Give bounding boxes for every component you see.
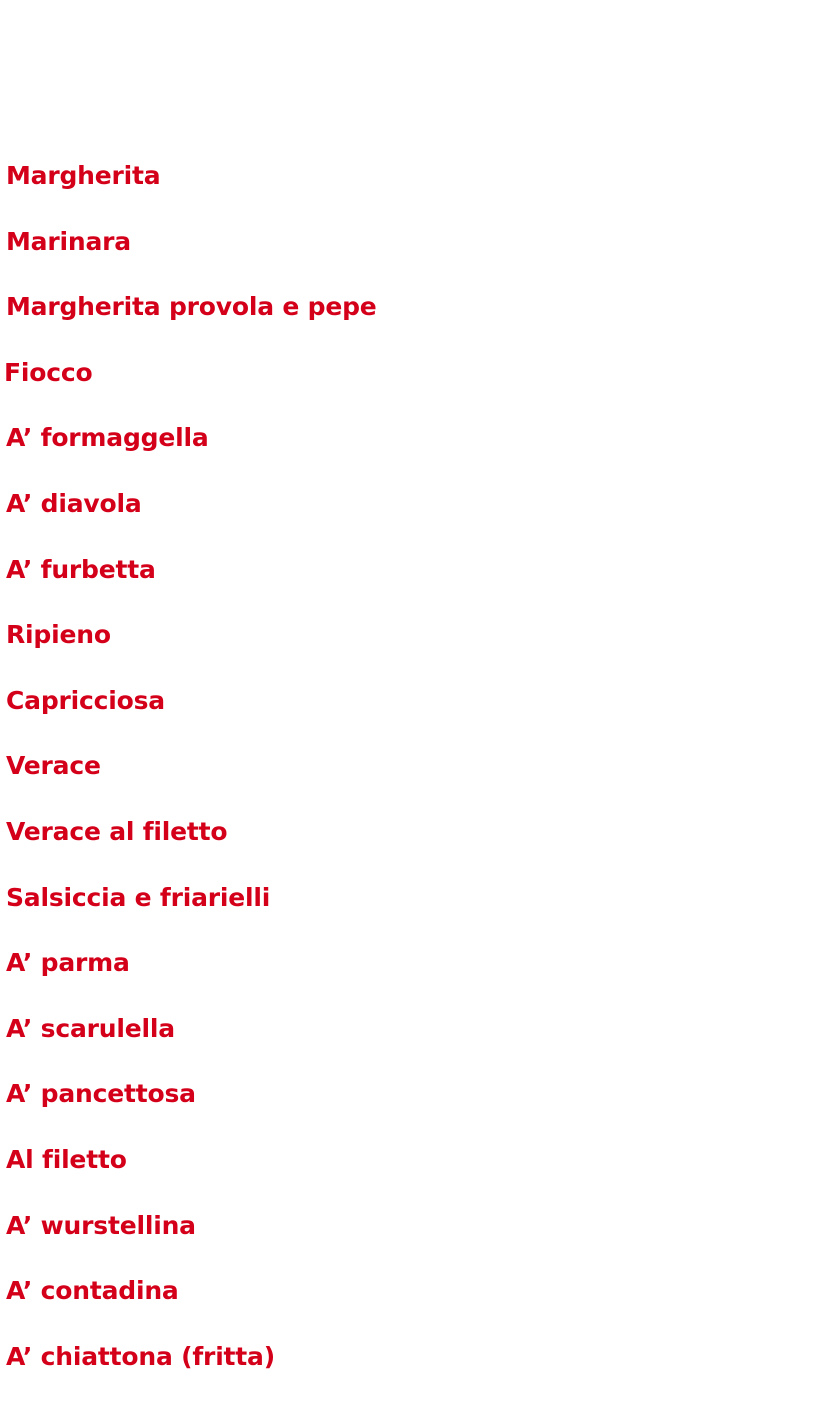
menu-item-parma[interactable]: A’ parma — [6, 948, 130, 978]
menu-item-wurstellina[interactable]: A’ wurstellina — [6, 1210, 196, 1240]
menu-item-capricciosa[interactable]: Capricciosa — [6, 685, 165, 715]
menu-item-furbetta[interactable]: A’ furbetta — [6, 554, 156, 584]
menu-item-margherita-provola-e-pepe[interactable]: Margherita provola e pepe — [6, 292, 377, 322]
menu-item-margherita[interactable]: Margherita — [6, 161, 161, 190]
menu-item-chiattona-fritta[interactable]: A’ chiattona (fritta) — [6, 1341, 275, 1371]
menu-item-scarulella[interactable]: A’ scarulella — [6, 1013, 175, 1043]
menu-item-pancettosa[interactable]: A’ pancettosa — [6, 1079, 196, 1109]
pizza-menu-list — [6, 157, 377, 1403]
menu-item-verace-al-filetto[interactable]: Verace al filetto — [6, 816, 228, 846]
menu-item-formaggella[interactable]: A’ formaggella — [6, 423, 209, 453]
menu-item-salsiccia-e-friarielli[interactable]: Salsiccia e friarielli — [6, 882, 271, 912]
menu-item-fiocco[interactable]: Fiocco — [4, 357, 93, 387]
menu-item-verace[interactable]: Verace — [6, 751, 101, 781]
menu-item-diavola[interactable]: A’ diavola — [6, 488, 142, 518]
menu-item-al-filetto[interactable]: Al filetto — [6, 1144, 127, 1174]
menu-item-contadina[interactable]: A’ contadina — [6, 1276, 179, 1306]
menu-item-marinara[interactable]: Marinara — [6, 226, 131, 256]
menu-item-ripieno[interactable]: Ripieno — [6, 620, 111, 650]
